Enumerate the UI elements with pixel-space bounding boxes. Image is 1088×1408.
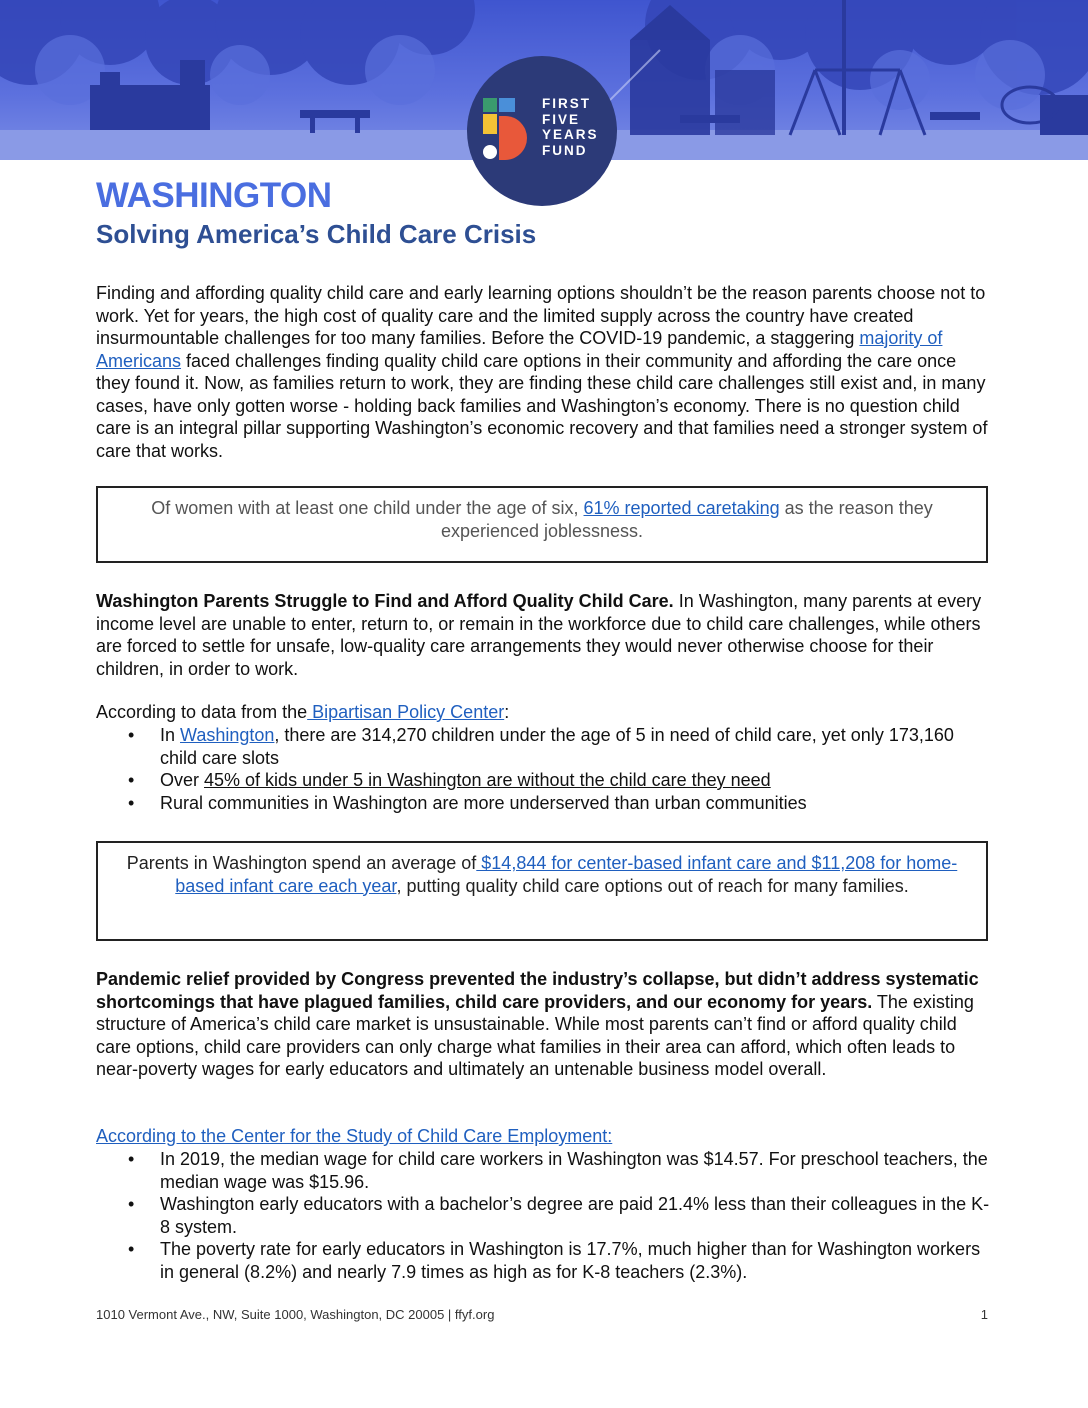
page-footer	[96, 1307, 992, 1322]
bullet-text: In 2019, the median wage for child care workers in Washington was $14.57. For preschool teachers, the median wage was $15.96.	[160, 1149, 988, 1192]
intro-text: Finding and affording quality child care and early learning options shouldn’t be the reason parents choose not to work. Yet for years, the high cost of quality care and the limited supply across the country have created insurmountable challenges for too many families. Before the COVID-19 pandemic, a staggering	[96, 283, 986, 348]
bullet-icon: •	[128, 1194, 135, 1214]
logo-wordmark	[542, 96, 599, 158]
first-five-years-fund-logo	[467, 56, 617, 206]
callout-text-part: Of women with at least one child under the age of six,	[151, 498, 584, 518]
callout-text-part: Parents in Washington spend an average of	[126, 853, 477, 873]
logo-mark-icon	[481, 98, 537, 164]
bullet-text: , there are 314,270 children under the age of 5 in need of child care, yet only 173,160 child care slots	[160, 725, 954, 768]
intro-paragraph	[96, 282, 992, 462]
section1-paragraph	[96, 590, 992, 680]
callout-text-part: , putting quality child care options out of reach for many families.	[396, 875, 909, 896]
bipartisan-policy-center-link[interactable]: Bipartisan Policy Center	[307, 702, 505, 722]
bullet-icon: •	[128, 1149, 135, 1169]
section1-body: In Washington, many parents at every income level are unable to enter, return to, or remain in the workforce due to child care challenges, while others are forced to settle for unsafe, low-quality care arrangements they would never otherwise choose for their children, in order to work.	[96, 591, 982, 679]
list-item	[96, 1148, 992, 1193]
page-number: 1	[980, 1307, 988, 1322]
callout-text	[98, 488, 986, 551]
callout-text-part: as the reason they experienced joblessness.	[440, 498, 933, 541]
bpc-text: According to data from the	[96, 702, 308, 722]
list-item	[96, 1238, 992, 1283]
page-subtitle: Solving America’s Child Care Crisis	[96, 219, 537, 249]
cscce-intro	[96, 1125, 992, 1148]
bpc-intro	[96, 701, 992, 724]
bullet-text-underlined: 45% of kids under 5 in Washington are without the child care they need	[204, 770, 771, 790]
page-title: WASHINGTON	[96, 176, 332, 215]
bullet-icon: •	[128, 725, 135, 745]
list-item	[96, 769, 992, 792]
callout-text	[98, 843, 986, 906]
section2-paragraph	[96, 968, 992, 1081]
washington-link[interactable]: Washington	[180, 725, 275, 745]
list-item	[96, 792, 992, 815]
majority-of-americans-link[interactable]: majority of Americans	[96, 328, 943, 371]
bullet-icon: •	[128, 1239, 135, 1259]
bullet-text: In	[160, 725, 181, 745]
cscce-bullet-list	[96, 1148, 992, 1283]
bpc-text: :	[504, 702, 510, 722]
list-item	[96, 1193, 992, 1238]
cscce-link[interactable]: According to the Center for the Study of Child Care Employment:	[96, 1126, 613, 1146]
bullet-text: Rural communities in Washington are more underserved than urban communities	[160, 792, 807, 813]
infant-care-cost-link[interactable]: $14,844 for center-based infant care and $11,208 for home-based infant care each year	[175, 853, 958, 896]
bullet-text: Washington early educators with a bachelor’s degree are paid 21.4% less than their colleagues in the K-8 system.	[160, 1194, 990, 1237]
bullet-icon: •	[128, 792, 135, 813]
logo-line: FIRST	[542, 96, 591, 111]
logo-line: FUND	[542, 142, 588, 158]
section2-body: The existing structure of America’s child care market is unsustainable. While most parents can’t find or afford quality child care options, child care providers can only charge what families in their area can afford, which often leads to near-poverty wages for early educators and ultimately an untenable business model overall.	[96, 991, 974, 1079]
callout-box-joblessness	[96, 486, 988, 563]
callout-box-infant-care-cost	[96, 841, 988, 941]
bpc-bullet-list	[96, 724, 992, 814]
bullet-icon: •	[128, 770, 135, 790]
bullet-text: The poverty rate for early educators in Washington is 17.7%, much higher than for Washington workers in general (8.2%) and nearly 7.9 times as high as for K-8 teachers (2.3%).	[160, 1239, 981, 1282]
caretaking-stat-link[interactable]: 61% reported caretaking	[583, 498, 780, 518]
list-item	[96, 724, 992, 769]
section2-heading: Pandemic relief provided by Congress prevented the industry’s collapse, but didn’t address systematic shortcomings that have plagued families, child care providers, and our economy for years.	[96, 969, 979, 1012]
logo-line: YEARS	[542, 127, 599, 142]
logo-line: FIVE	[542, 111, 581, 127]
intro-text: faced challenges finding quality child care options in their community and affording the care once they found it. Now, as families return to work, they are finding these child care challenges still exist and, in many cases, have only gotten worse - holding back families and Washington’s economy. There is no question child care is an integral pillar supporting Washington’s economic recovery and that families need a stronger system of care that works.	[96, 350, 988, 461]
bullet-text: Over	[160, 770, 205, 790]
footer-address: 1010 Vermont Ave., NW, Suite 1000, Washington, DC 20005 | ffyf.org	[96, 1307, 495, 1322]
section1-heading: Washington Parents Struggle to Find and Afford Quality Child Care.	[96, 591, 674, 611]
